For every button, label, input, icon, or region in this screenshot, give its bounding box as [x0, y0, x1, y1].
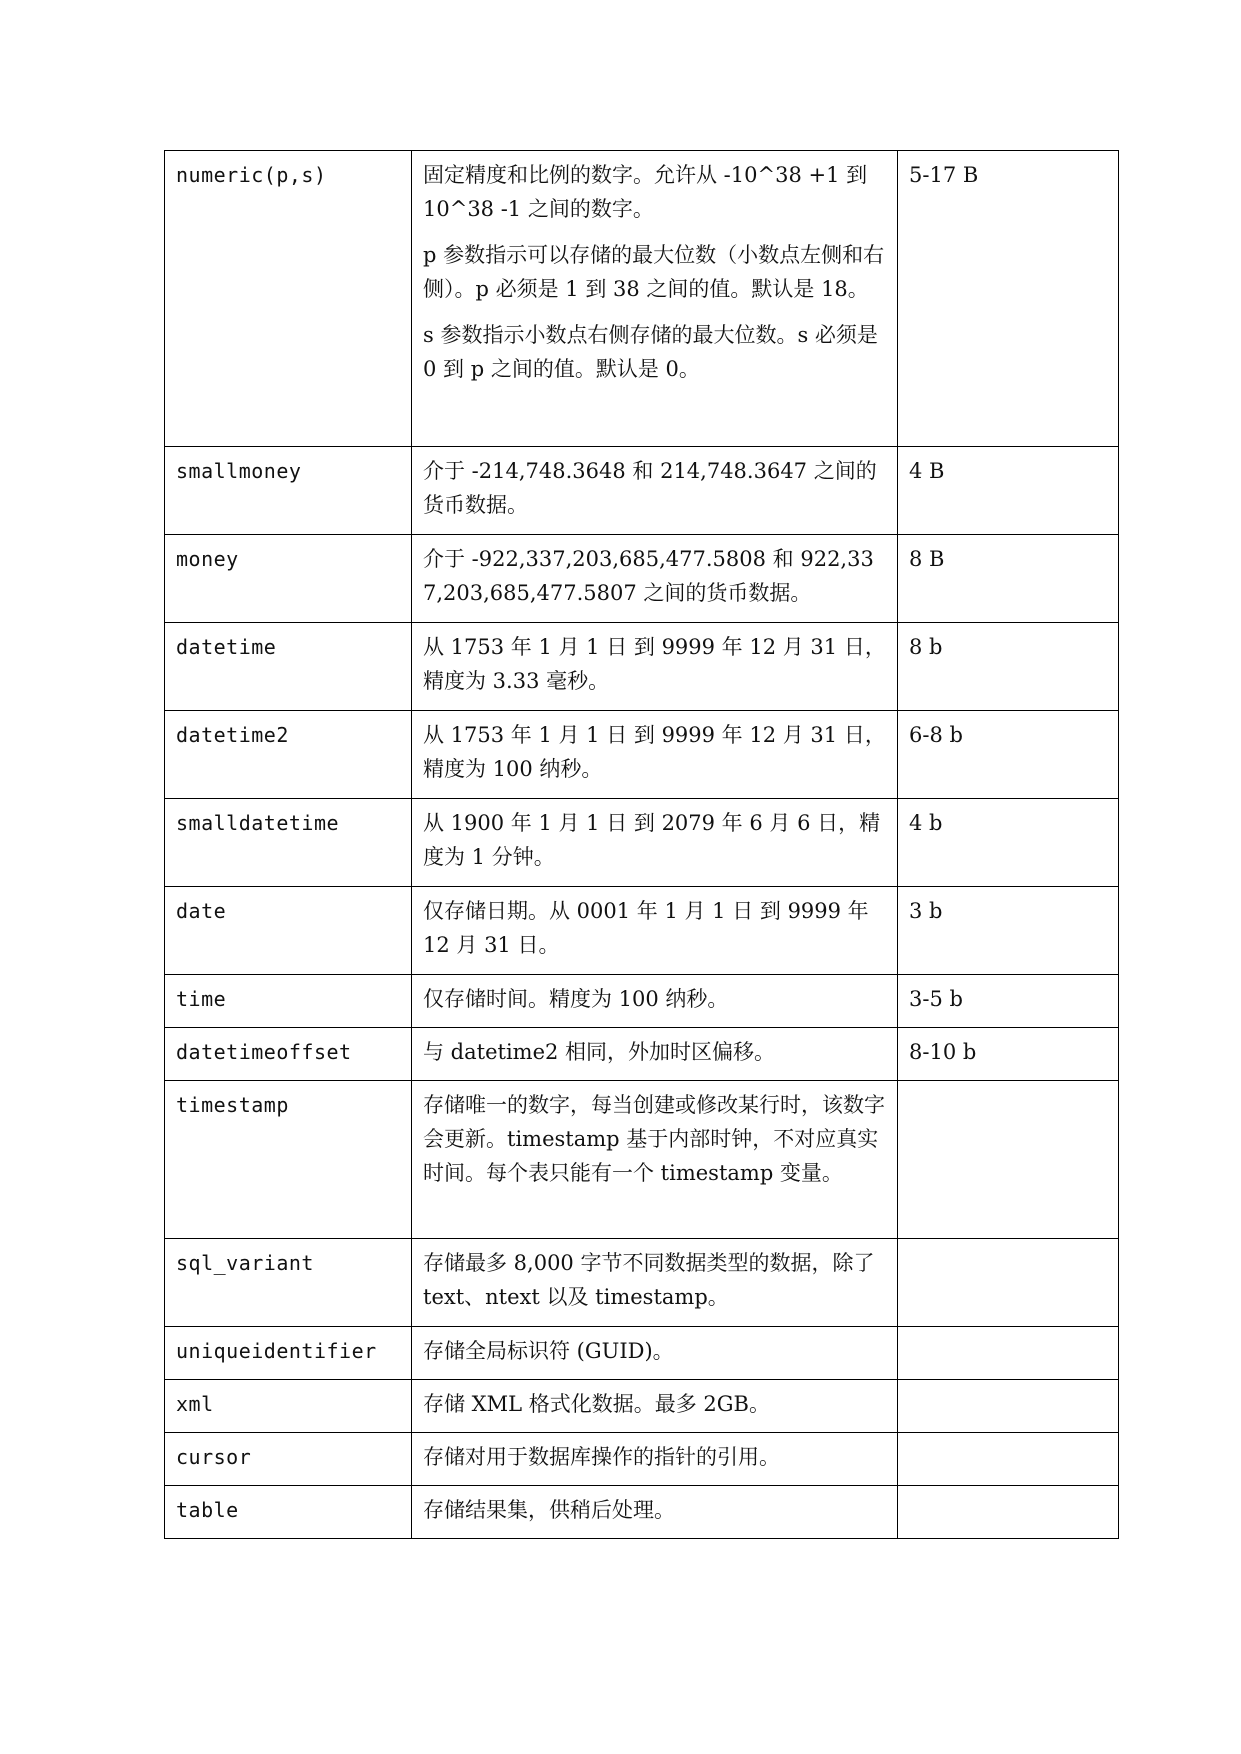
description-cell: 存储全局标识符 (GUID)。 — [412, 1327, 898, 1380]
table-row — [165, 1327, 1119, 1380]
type-name-cell: sql_variant — [165, 1239, 412, 1327]
type-name-cell: uniqueidentifier — [165, 1327, 412, 1380]
type-name-cell: datetime2 — [165, 711, 412, 799]
storage-size-cell: 8-10 b — [898, 1028, 1119, 1081]
storage-size-cell: 8 b — [898, 623, 1119, 711]
table-row — [165, 1486, 1119, 1539]
type-name-cell: numeric(p,s) — [165, 151, 412, 447]
description-cell: 从 1900 年 1 月 1 日 到 2079 年 6 月 6 日，精度为 1 分钟。 — [412, 799, 898, 887]
type-name-cell: timestamp — [165, 1081, 412, 1239]
table-row — [165, 623, 1119, 711]
table-row — [165, 1239, 1119, 1327]
storage-size-cell: 8 B — [898, 535, 1119, 623]
storage-size-cell: 6-8 b — [898, 711, 1119, 799]
table-row — [165, 1433, 1119, 1486]
description-paragraph: p 参数指示可以存储的最大位数（小数点左侧和右侧）。p 必须是 1 到 38 之间的值。默认是 18。 — [423, 243, 885, 301]
data-types-table — [164, 150, 1119, 1539]
table-body — [165, 151, 1119, 1539]
type-name-cell: table — [165, 1486, 412, 1539]
description-cell — [412, 151, 898, 447]
description-cell: 仅存储时间。精度为 100 纳秒。 — [412, 975, 898, 1028]
table-row — [165, 1081, 1119, 1239]
description-cell: 介于 -214,748.3648 和 214,748.3647 之间的货币数据。 — [412, 447, 898, 535]
storage-size-cell — [898, 1433, 1119, 1486]
table-row — [165, 535, 1119, 623]
table-row — [165, 887, 1119, 975]
storage-size-cell — [898, 1327, 1119, 1380]
table-row — [165, 1028, 1119, 1081]
storage-size-cell: 4 B — [898, 447, 1119, 535]
storage-size-cell — [898, 1239, 1119, 1327]
table-row — [165, 711, 1119, 799]
description-cell: 与 datetime2 相同，外加时区偏移。 — [412, 1028, 898, 1081]
storage-size-cell — [898, 1380, 1119, 1433]
table-row — [165, 1380, 1119, 1433]
description-cell: 存储对用于数据库操作的指针的引用。 — [412, 1433, 898, 1486]
type-name-cell: smalldatetime — [165, 799, 412, 887]
description-paragraph: 固定精度和比例的数字。允许从 -10^38 +1 到 10^38 -1 之间的数字。 — [423, 163, 868, 221]
description-cell: 介于 -922,337,203,685,477.5808 和 922,337,203,685,477.5807 之间的货币数据。 — [412, 535, 898, 623]
type-name-cell: date — [165, 887, 412, 975]
storage-size-cell: 4 b — [898, 799, 1119, 887]
table-row — [165, 975, 1119, 1028]
description-cell: 从 1753 年 1 月 1 日 到 9999 年 12 月 31 日，精度为 100 纳秒。 — [412, 711, 898, 799]
type-name-cell: smallmoney — [165, 447, 412, 535]
type-name-cell: money — [165, 535, 412, 623]
storage-size-cell: 3 b — [898, 887, 1119, 975]
description-cell: 从 1753 年 1 月 1 日 到 9999 年 12 月 31 日，精度为 3.33 毫秒。 — [412, 623, 898, 711]
table-row — [165, 799, 1119, 887]
description-cell: 存储结果集，供稍后处理。 — [412, 1486, 898, 1539]
storage-size-cell: 5-17 B — [898, 151, 1119, 447]
type-name-cell: cursor — [165, 1433, 412, 1486]
type-name-cell: xml — [165, 1380, 412, 1433]
type-name-cell: time — [165, 975, 412, 1028]
description-paragraph: s 参数指示小数点右侧存储的最大位数。s 必须是 0 到 p 之间的值。默认是 0。 — [423, 323, 878, 381]
description-cell: 存储 XML 格式化数据。最多 2GB。 — [412, 1380, 898, 1433]
type-name-cell: datetimeoffset — [165, 1028, 412, 1081]
description-cell: 仅存储日期。从 0001 年 1 月 1 日 到 9999 年 12 月 31 日。 — [412, 887, 898, 975]
description-cell: 存储唯一的数字，每当创建或修改某行时，该数字会更新。timestamp 基于内部时钟，不对应真实时间。每个表只能有一个 timestamp 变量。 — [412, 1081, 898, 1239]
table-row — [165, 151, 1119, 447]
storage-size-cell — [898, 1486, 1119, 1539]
type-name-cell: datetime — [165, 623, 412, 711]
table-row — [165, 447, 1119, 535]
storage-size-cell — [898, 1081, 1119, 1239]
storage-size-cell: 3-5 b — [898, 975, 1119, 1028]
description-cell: 存储最多 8,000 字节不同数据类型的数据，除了 text、ntext 以及 timestamp。 — [412, 1239, 898, 1327]
